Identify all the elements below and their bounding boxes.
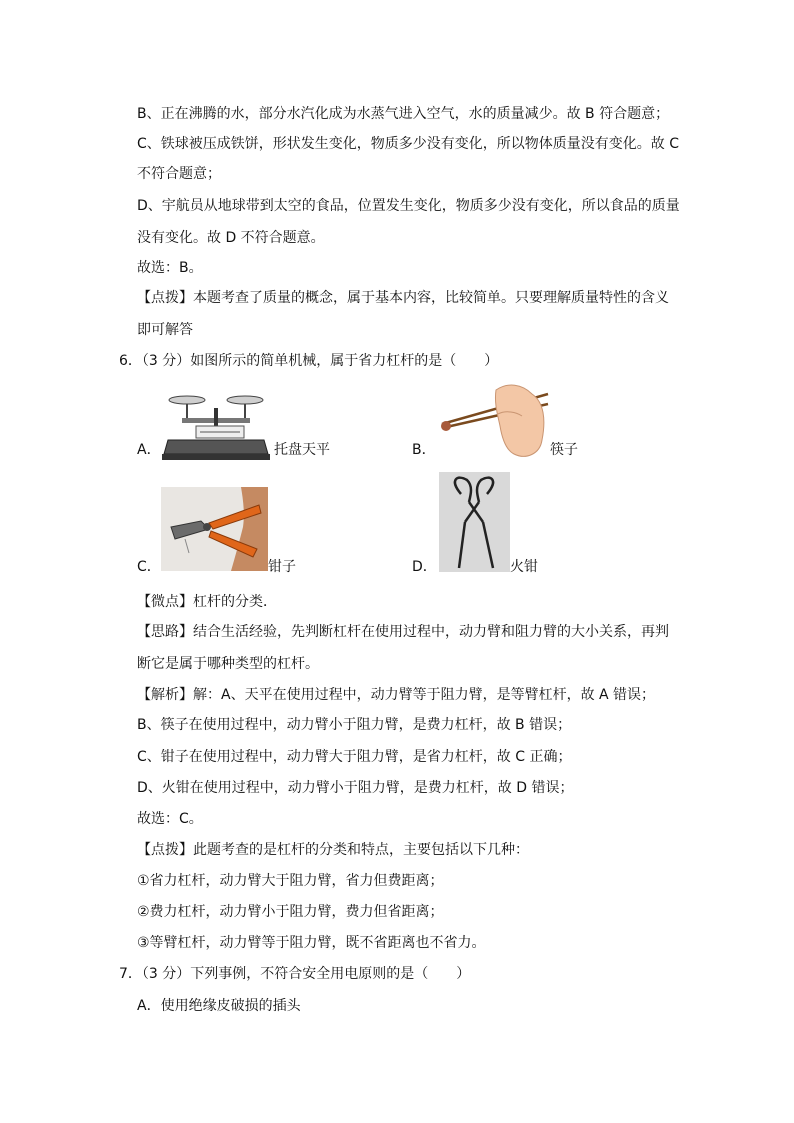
q7-stem: 7．（3 分）下列事例，不符合安全用电原则的是（ ） — [119, 966, 471, 982]
q5-comment-line1: 【点拨】本题考查了质量的概念，属于基本内容，比较简单。只要理解质量特性的含义 — [137, 290, 669, 306]
q6-idea-line1: 【思路】结合生活经验，先判断杠杆在使用过程中，动力臂和阻力臂的大小关系，再判 — [137, 624, 669, 640]
q6-option-b-caption: 筷子 — [550, 442, 578, 458]
analysis-option-d-line2: 没有变化。故 D 不符合题意。 — [137, 230, 325, 246]
q6-option-c-caption: 钳子 — [268, 559, 296, 575]
q6-comment-item1: ①省力杠杆，动力臂大于阻力臂，省力但费距离； — [137, 873, 444, 889]
q6-solution-b: B、筷子在使用过程中，动力臂小于阻力臂，是费力杠杆，故 B 错误； — [137, 717, 572, 733]
q6-solution-c: C、钳子在使用过程中，动力臂大于阻力臂，是省力杠杆，故 C 正确； — [137, 749, 572, 765]
q5-answer: 故选：B。 — [137, 260, 203, 276]
q6-comment-item3: ③等臂杠杆，动力臂等于阻力臂，既不省距离也不省力。 — [137, 935, 486, 951]
q6-idea-line2: 断它是属于哪种类型的杠杆。 — [137, 656, 319, 672]
q6-comment: 【点拨】此题考查的是杠杆的分类和特点，主要包括以下几种： — [137, 842, 529, 858]
q6-point: 【微点】杠杆的分类． — [137, 594, 277, 610]
q6-solution-a: 【解析】解：A、天平在使用过程中，动力臂等于阻力臂，是等臂杠杆，故 A 错误； — [137, 687, 656, 703]
balance-scale-image — [160, 388, 272, 462]
q6-option-c-label: C． — [137, 559, 161, 575]
q5-comment-line2: 即可解答 — [137, 322, 193, 338]
analysis-option-c-line1: C、铁球被压成铁饼，形状发生变化，物质多少没有变化，所以物体质量没有变化。故 C — [137, 136, 679, 152]
q6-option-a-label: A． — [137, 442, 161, 458]
q6-option-a-caption: 托盘天平 — [274, 442, 330, 458]
fire-tongs-image — [439, 472, 510, 572]
q6-solution-d: D、火钳在使用过程中，动力臂小于阻力臂，是费力杠杆，故 D 错误； — [137, 780, 574, 796]
chopsticks-image — [436, 380, 550, 462]
q6-option-d-label: D． — [412, 559, 437, 575]
q6-answer: 故选：C。 — [137, 811, 203, 827]
analysis-option-d-line1: D、宇航员从地球带到太空的食品，位置发生变化，物质多少没有变化，所以食品的质量 — [137, 198, 680, 214]
analysis-option-c-line2: 不符合题意； — [137, 166, 221, 182]
q7-option-a: A．使用绝缘皮破损的插头 — [137, 998, 301, 1014]
q6-comment-item2: ②费力杠杆，动力臂小于阻力臂，费力但省距离； — [137, 904, 444, 920]
pliers-image — [161, 487, 268, 571]
analysis-option-b: B、正在沸腾的水，部分水汽化成为水蒸气进入空气，水的质量减少。故 B 符合题意； — [137, 106, 670, 122]
q6-option-d-caption: 火钳 — [510, 559, 538, 575]
q6-option-b-label: B． — [412, 442, 436, 458]
q6-stem: 6．（3 分）如图所示的简单机械，属于省力杠杆的是（ ） — [119, 353, 499, 369]
